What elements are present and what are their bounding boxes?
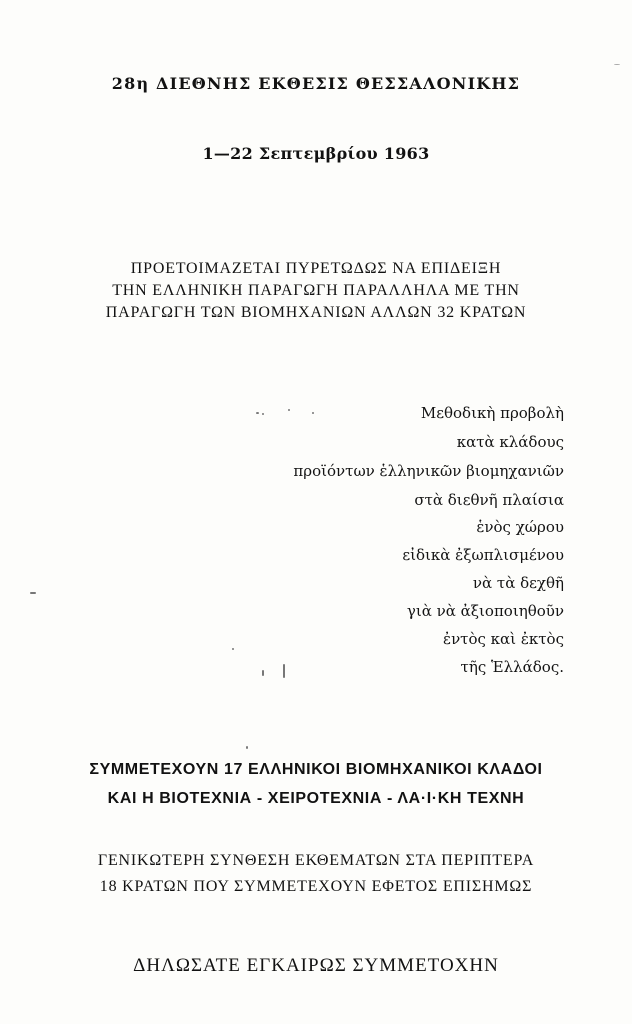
print-speck — [262, 413, 264, 415]
verse-line: Μεθοδικὴ προβολὴ — [420, 404, 564, 422]
print-speck — [30, 592, 36, 594]
print-speck — [232, 648, 234, 650]
verse-line: νὰ τὰ δεχθῆ — [472, 574, 564, 592]
print-speck — [288, 409, 290, 411]
print-speck — [312, 412, 314, 414]
intro-line: ΠΑΡΑΓΩΓΗ ΤΩΝ ΒΙΟΜΗΧΑΝΙΩΝ ΑΛΛΩΝ 32 ΚΡΑΤΩΝ — [105, 304, 527, 321]
verse-line: στὰ διεθνῆ πλαίσια — [414, 491, 564, 509]
verse-line: ἑνὸς χώρου — [476, 518, 564, 536]
verse-line: προϊόντων ἑλληνικῶν βιομηχανιῶν — [293, 462, 564, 480]
general-exhibits-line: 18 ΚΡΑΤΩΝ ΠΟΥ ΣΥΜΜΕΤΕΧΟΥΝ ΕΦΕΤΟΣ ΕΠΙΣΗΜΩΣ — [99, 878, 533, 895]
print-speck — [614, 64, 620, 65]
print-speck — [246, 746, 248, 749]
fair-title: 28η ΔΙΕΘΝΗΣ ΕΚΘΕΣΙΣ ΘΕΣΣΑΛΟΝΙΚΗΣ — [111, 74, 521, 93]
verse-line: κατὰ κλάδους — [456, 433, 564, 451]
fair-dates: 1—22 Σεπτεμβρίου 1963 — [202, 144, 430, 163]
print-speck — [283, 664, 285, 678]
print-speck — [256, 412, 259, 414]
participation-line: ΣΥΜΜΕΤΕΧΟΥΝ 17 ΕΛΛΗΝΙΚΟΙ ΒΙΟΜΗΧΑΝΙΚΟΙ ΚΛΑΔΟΙ — [89, 761, 543, 778]
verse-line: ἐντὸς καὶ ἐκτὸς — [443, 630, 564, 648]
participation-line: ΚΑΙ Η ΒΙΟΤΕΧΝΙΑ - ΧΕΙΡΟΤΕΧΝΙΑ - ΛΑ·Ι·ΚΗ ΤΕΧΝΗ — [107, 790, 525, 807]
verse-line: εἰδικὰ ἐξωπλισμένου — [402, 546, 564, 564]
intro-line: ΠΡΟΕΤΟΙΜΑΖΕΤΑΙ ΠΥΡΕΤΩΔΩΣ ΝΑ ΕΠΙΔΕΙΞΗ — [130, 260, 502, 277]
print-speck — [262, 670, 264, 676]
call-to-action: ΔΗΛΩΣΑΤΕ ΕΓΚΑΙΡΩΣ ΣΥΜΜΕΤΟΧΗΝ — [133, 955, 499, 976]
general-exhibits-line: ΓΕΝΙΚΩΤΕΡΗ ΣΥΝΘΕΣΗ ΕΚΘΕΜΑΤΩΝ ΣΤΑ ΠΕΡΙΠΤΕΡΑ — [97, 852, 535, 869]
verse-line: τῆς Ἑλλάδος. — [460, 658, 564, 676]
verse-line: γιὰ νὰ ἀξιοποιηθοῦν — [406, 602, 564, 620]
intro-line: ΤΗΝ ΕΛΛΗΝΙΚΗ ΠΑΡΑΓΩΓΗ ΠΑΡΑΛΛΗΛΑ ΜΕ ΤΗΝ — [112, 282, 520, 299]
